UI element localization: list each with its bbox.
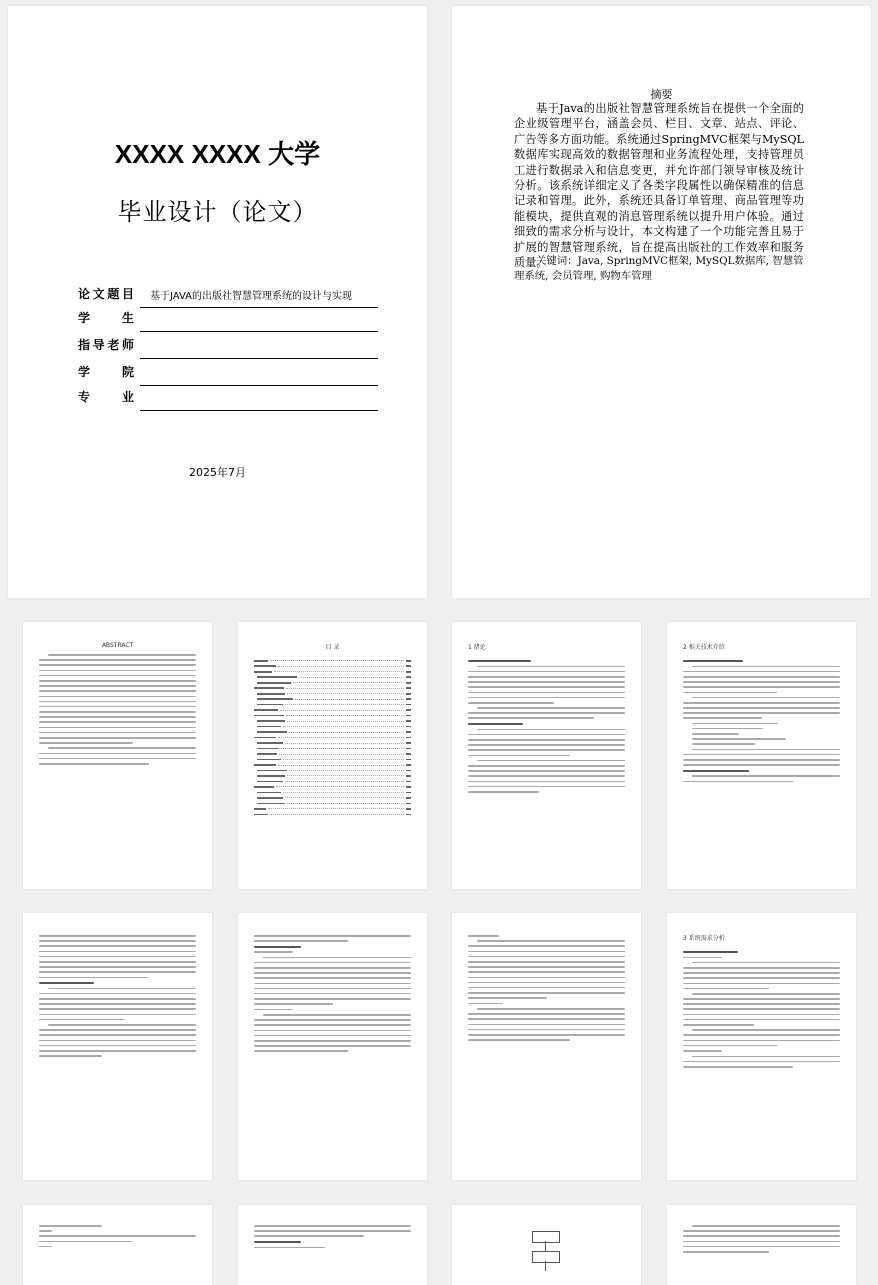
text-block <box>683 947 840 1071</box>
field-underline <box>140 331 378 332</box>
cover-field-college <box>78 360 378 386</box>
text-block <box>468 656 625 796</box>
text-block <box>683 656 840 786</box>
page-thumbnail-9[interactable] <box>23 1205 212 1285</box>
field-label: 学院 <box>78 365 134 379</box>
field-label: 学生 <box>78 311 134 325</box>
field-label: 指导老师 <box>78 338 134 352</box>
page-thumbnail-chapter-3[interactable] <box>667 913 856 1180</box>
text-block <box>254 935 411 1056</box>
page-thumbnail-10[interactable] <box>238 1205 427 1285</box>
page-thumbnail-table-of-contents[interactable] <box>238 622 427 889</box>
toc-heading: 目 录 <box>325 644 340 651</box>
abstract-heading: 摘要 <box>650 88 673 101</box>
field-underline <box>140 358 378 359</box>
english-abstract-heading: ABSTRACT <box>101 642 134 649</box>
abstract-body: 基于Java的出版社智慧管理系统旨在提供一个全面的企业级管理平台，涵盖会员、栏目、文章、站点、评论、广告等多方面功能。系统通过SpringMVC框架与MySQL数据库实现高效的数据管理和业务流程处理，支持管理员工进行数据录入和信息变更，并允许部门领导审核及统计分析。该系统详细定义了各类字段属性以确保精准的信息记录和管理。此外，系统还具备订单管理、商品管理等功能模块，提供直观的消息管理系统以提升用户体验。通过细致的需求分析与设计，本文构建了一个功能完善且易于扩展的智慧管理系统，旨在提高出版社的工作效率和服务质量。 <box>514 102 804 270</box>
abstract-page[interactable] <box>452 6 871 598</box>
flowchart-connector <box>545 1241 546 1251</box>
abstract-keywords <box>514 254 804 284</box>
text-block <box>39 1225 196 1251</box>
cover-field-major <box>78 385 378 411</box>
cover-field-student <box>78 306 378 332</box>
cover-page[interactable] <box>8 6 427 598</box>
chapter3-heading: 3 系统需求分析 <box>683 935 725 942</box>
text-block <box>39 935 196 1060</box>
field-label: 专业 <box>78 390 134 404</box>
text-block <box>468 935 625 1044</box>
page-thumbnail-chapter-1[interactable] <box>452 622 641 889</box>
text-block <box>254 1225 411 1252</box>
cover-field-advisor <box>78 333 378 359</box>
keywords-text: Java, SpringMVC框架, MySQL数据库, 智慧管理系统, 会员管理, 购物车管理 <box>514 255 804 282</box>
page-thumbnail-6[interactable] <box>238 913 427 1180</box>
keywords-label: 关键词： <box>536 255 578 267</box>
field-value: 基于JAVA的出版社智慧管理系统的设计与实现 <box>150 291 353 302</box>
flowchart-node <box>532 1251 560 1263</box>
field-label: 论文题目 <box>78 287 134 301</box>
page-thumbnail-7[interactable] <box>452 913 641 1180</box>
chapter2-heading: 2 相关技术介绍 <box>683 644 725 651</box>
toc-list <box>254 660 411 819</box>
text-block <box>39 654 196 768</box>
chapter1-heading: 1 绪论 <box>468 644 486 651</box>
page-thumbnail-chapter-2[interactable] <box>667 622 856 889</box>
text-block <box>683 1225 840 1256</box>
page-thumbnail-english-abstract[interactable] <box>23 622 212 889</box>
page-thumbnail-12[interactable] <box>667 1205 856 1285</box>
thesis-type-title: 毕业设计（论文） <box>117 198 318 226</box>
cover-date: 2025年7月 <box>189 466 246 479</box>
flowchart-node <box>532 1231 560 1243</box>
page-thumbnail-5[interactable] <box>23 913 212 1180</box>
university-name: XXXX XXXX 大学 <box>114 139 321 169</box>
field-underline <box>140 410 378 411</box>
cover-field-topic <box>78 282 378 308</box>
page-thumbnail-11-flowchart[interactable] <box>452 1205 641 1285</box>
